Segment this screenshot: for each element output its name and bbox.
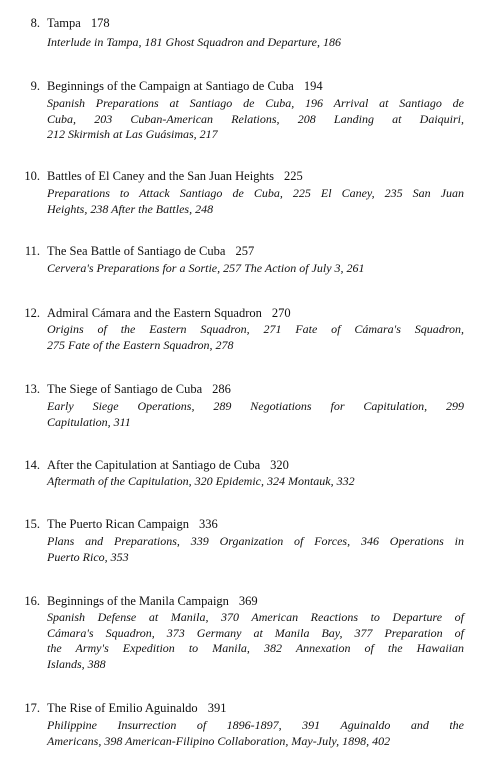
- chapter-page: 270: [271, 306, 291, 320]
- section-line: Cámara's Squadron, 373 Germany at Manila Bay, 377 Preparation of: [47, 625, 464, 640]
- chapter-title: Tampa 178: [47, 16, 110, 30]
- section-line: Preparations to Attack Santiago de Cuba, 225 El Caney, 235 San Juan: [47, 186, 464, 200]
- chapter-page: 225: [284, 169, 303, 183]
- chapter-number: 15.: [24, 517, 40, 531]
- chapter-sections: [47, 186, 464, 217]
- chapter-number: 11.: [24, 244, 40, 258]
- chapter-title: The Puerto Rican Campaign 336: [47, 517, 218, 531]
- section-line: Spanish Preparations at Santiago de Cuba, 196 Arrival at Santiago de: [47, 96, 464, 110]
- section-line: Puerto Rico, 353: [47, 549, 129, 564]
- section-line: Aftermath of the Capitulation, 320 Epidemic, 324 Montauk, 332: [47, 474, 355, 488]
- chapter-page: 286: [212, 382, 231, 396]
- chapter-title: Admiral Cámara and the Eastern Squadron 270: [47, 306, 291, 320]
- section-line: the Army's Expedition to Manila, 382 Annexation of the Hawaiian: [47, 641, 464, 655]
- chapter-title: The Sea Battle of Santiago de Cuba 257: [47, 244, 255, 258]
- chapter-page: 369: [238, 594, 258, 608]
- chapter-number: 8.: [30, 16, 40, 30]
- chapter-number: 16.: [24, 594, 40, 608]
- chapter-page: 194: [303, 79, 323, 93]
- section-line: Interlude in Tampa, 181 Ghost Squadron and Departure, 186: [47, 35, 341, 49]
- section-line: Origins of the Eastern Squadron, 271 Fate of Cámara's Squadron,: [47, 322, 464, 336]
- chapter-sections: [47, 718, 464, 749]
- chapter-number: 13.: [24, 382, 40, 396]
- chapter-title: After the Capitulation at Santiago de Cuba 320: [47, 458, 289, 472]
- section-line: Cervera's Preparations for a Sortie, 257 The Action of July 3, 261: [47, 261, 365, 275]
- chapter-sections: [47, 96, 464, 143]
- section-line: 212 Skirmish at Las Guásimas, 217: [47, 127, 218, 141]
- chapter-sections: [47, 35, 464, 51]
- chapter-page: 320: [270, 458, 289, 472]
- chapter-sections: [47, 610, 464, 672]
- chapter-sections: [47, 534, 464, 565]
- section-line: Philippine Insurrection of 1896-1897, 391 Aguinaldo and the: [47, 718, 464, 732]
- section-line: Plans and Preparations, 339 Organization of Forces, 346 Operations in: [47, 534, 464, 548]
- chapter-number: 14.: [24, 458, 40, 472]
- chapter-number: 12.: [24, 306, 40, 320]
- chapter-sections: [47, 474, 464, 490]
- chapter-title: Beginnings of the Campaign at Santiago de Cuba 194: [47, 79, 323, 93]
- section-line: Islands, 388: [47, 656, 106, 671]
- chapter-page: 178: [90, 16, 110, 30]
- chapter-number: 9.: [30, 79, 40, 93]
- chapter-title: The Rise of Emilio Aguinaldo 391: [47, 701, 227, 715]
- chapter-page: 391: [207, 701, 227, 715]
- chapter-page: 336: [198, 517, 218, 531]
- chapter-title: Battles of El Caney and the San Juan Heights 225: [47, 169, 303, 183]
- chapter-number: 17.: [24, 701, 40, 715]
- chapter-sections: [47, 399, 464, 430]
- section-line: Americans, 398 American-Filipino Collaboration, May-July, 1898, 402: [47, 733, 391, 748]
- chapter-sections: [47, 322, 464, 353]
- chapter-sections: [47, 261, 464, 277]
- chapter-title: The Siege of Santiago de Cuba 286: [47, 382, 231, 396]
- chapter-page: 257: [235, 244, 255, 258]
- chapter-title: Beginnings of the Manila Campaign 369: [47, 594, 258, 608]
- section-line: 275 Fate of the Eastern Squadron, 278: [47, 337, 234, 352]
- chapter-number: 10.: [24, 169, 40, 183]
- section-line: Capitulation, 311: [47, 414, 131, 429]
- section-line: Early Siege Operations, 289 Negotiations for Capitulation, 299: [47, 399, 464, 413]
- section-line: Heights, 238 After the Battles, 248: [47, 201, 214, 216]
- section-line: Spanish Defense at Manila, 370 American Reactions to Departure of: [47, 610, 464, 624]
- section-line: Cuba, 203 Cuban-American Relations, 208 Landing at Daiquiri,: [47, 111, 464, 126]
